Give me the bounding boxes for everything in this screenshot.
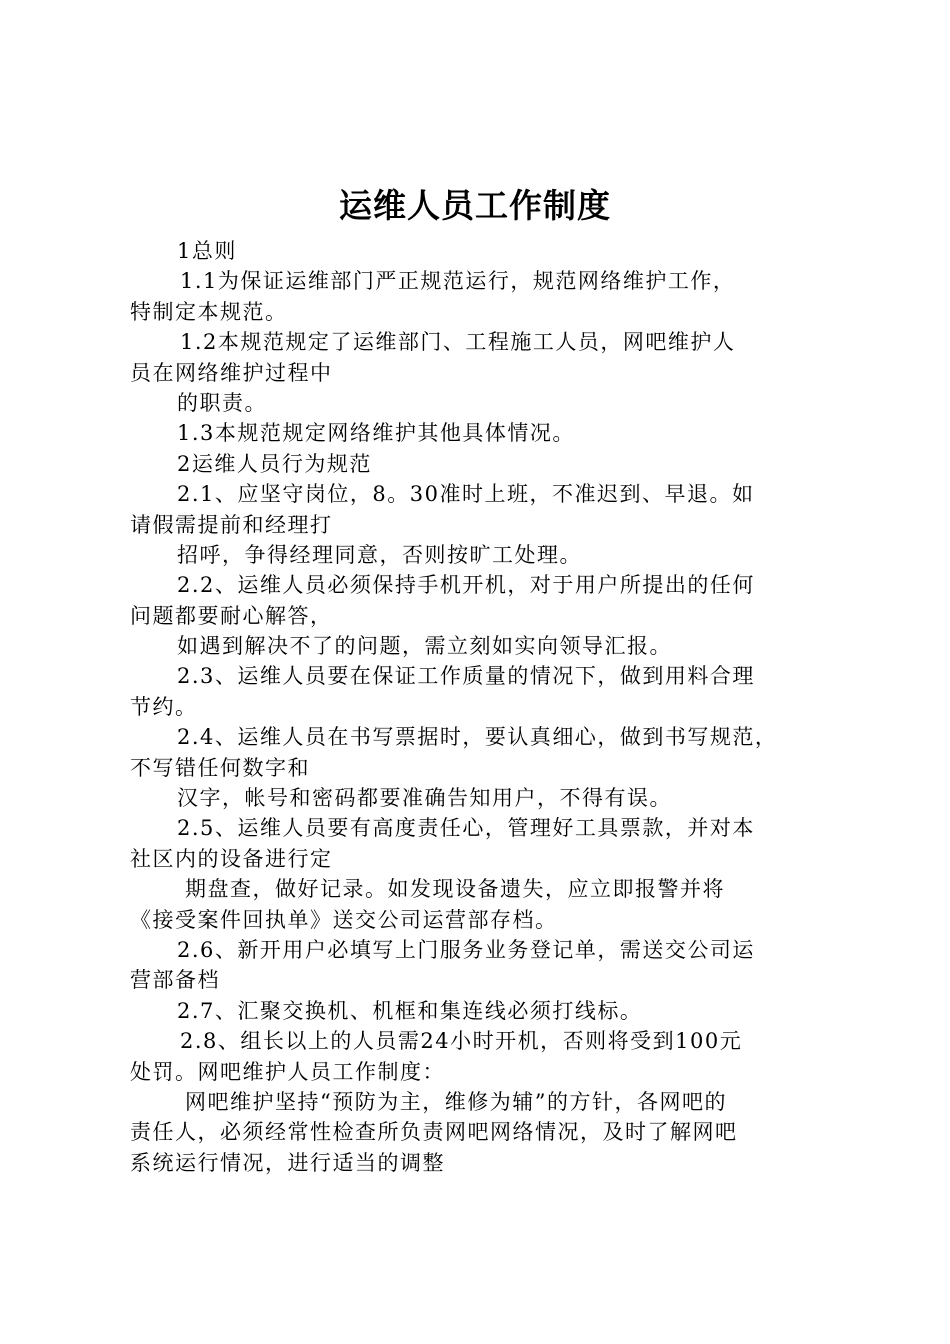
paragraph-line: 社区内的设备进行定 (130, 846, 333, 871)
paragraph-line: 招呼，争得经理同意，否则按旷工处理。 (177, 542, 582, 567)
paragraph-line: 2.5、运维人员要有高度责任心，管理好工具票款，并对本 (177, 816, 755, 841)
paragraph-line: 2.7、汇聚交换机、机框和集连线必须打线标。 (177, 998, 643, 1023)
paragraph-line: 汉字，帐号和密码都要准确告知用户，不得有误。 (177, 786, 672, 811)
paragraph-line: 2.2、运维人员必须保持手机开机，对于用户所提出的任何 (177, 573, 755, 598)
paragraph-line: 2.1、应坚守岗位，8。30准时上班，不准迟到、早退。如 (177, 482, 755, 507)
document-body (130, 236, 832, 1178)
paragraph-line: 1.2本规范规定了运维部门、工程施工人员，网吧维护人 (180, 330, 736, 355)
paragraph-line: 《接受案件回执单》送交公司运营部存档。 (130, 907, 558, 932)
paragraph-line: 处罚。网吧维护人员工作制度： (130, 1059, 445, 1084)
paragraph-line: 期盘查，做好记录。如发现设备遗失，应立即报警并将 (185, 877, 725, 902)
paragraph-line: 2.3、运维人员要在保证工作质量的情况下，做到用料合理 (177, 664, 755, 689)
paragraph-line: 1.3本规范规定网络维护其他具体情况。 (177, 421, 575, 446)
paragraph-line: 如遇到解决不了的问题，需立刻如实向领导汇报。 (177, 634, 672, 659)
paragraph-line: 责任人，必须经常性检查所负责网吧网络情况，及时了解网吧 (130, 1120, 738, 1145)
paragraph-line: 系统运行情况，进行适当的调整 (130, 1150, 445, 1175)
paragraph-line: 员在网络维护过程中 (130, 360, 333, 385)
paragraph-line: 营部备档 (130, 968, 220, 993)
paragraph-line: 请假需提前和经理打 (130, 512, 333, 537)
document-title: 运维人员工作制度 (339, 186, 611, 225)
paragraph-line: 1.1为保证运维部门严正规范运行，规范网络维护工作， (180, 269, 736, 294)
paragraph-line: 的职责。 (177, 390, 267, 415)
paragraph-line: 2.6、新开用户必填写上门服务业务登记单，需送交公司运 (177, 937, 755, 962)
paragraph-line: 节约。 (130, 694, 198, 719)
paragraph-line: 2.4、运维人员在书写票据时，要认真细心，做到书写规范， (177, 725, 778, 750)
paragraph-line: 问题都要耐心解答， (130, 603, 333, 628)
paragraph-line: 特制定本规范。 (130, 299, 288, 324)
paragraph-line: 不写错任何数字和 (130, 755, 310, 780)
section-heading: 1总则 (177, 239, 237, 263)
paragraph-line: 网吧维护坚持“预防为主，维修为辅”的方针，各网吧的 (185, 1089, 727, 1114)
paragraph-line: 2.8、组长以上的人员需24小时开机，否则将受到100元 (180, 1029, 743, 1054)
section-heading: 2运维人员行为规范 (177, 451, 372, 476)
